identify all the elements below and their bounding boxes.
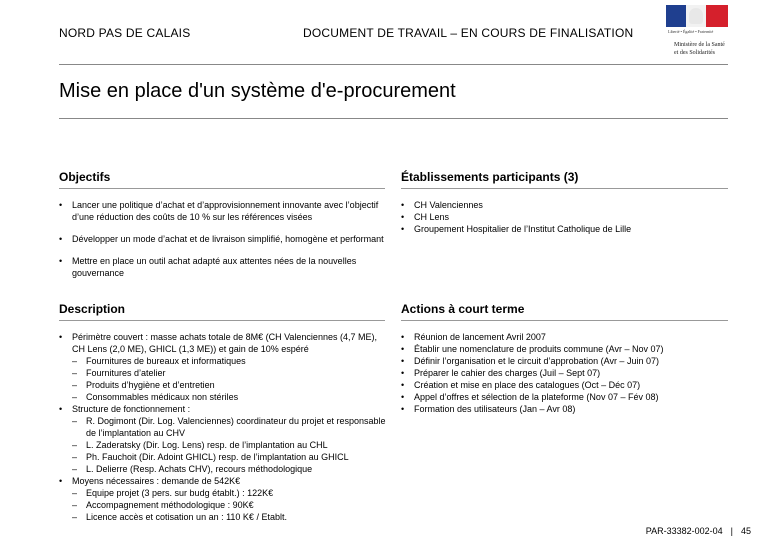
list-subitem: – Fournitures d’atelier — [72, 368, 166, 378]
list-subitem: – L. Zaderatsky (Dir. Log. Lens) resp. de l’implantation au CHL — [72, 440, 328, 450]
list-item: • Appel d’offres et sélection de la plateforme (Nov 07 – Fév 08) — [401, 392, 659, 402]
actions-divider — [401, 320, 728, 321]
description-heading: Description — [59, 302, 126, 316]
footer — [646, 526, 751, 536]
list-item: • Groupement Hospitalier de l’Institut Catholique de Lille — [401, 224, 632, 234]
list-item: • Structure de fonctionnement : — [59, 404, 191, 414]
etablissements-heading: Établissements participants (3) — [401, 170, 579, 184]
header-divider — [59, 64, 728, 65]
objectifs-divider — [59, 188, 385, 189]
list-item: • CH Valenciennes — [401, 200, 483, 210]
list-subitem: – Produits d’hygiène et d’entretien — [72, 380, 215, 390]
list-subitem: – R. Dogimont (Dir. Log. Valenciennes) coordinateur du projet et responsable de l’implantation au CHV — [72, 416, 386, 438]
actions-heading: Actions à court terme — [401, 302, 525, 316]
list-item: • Lancer une politique d’achat et d’approvisionnement innovante avec l’objectif d’une réduction des coûts de 10 % sur les références visées — [59, 200, 379, 222]
footer-separator: | — [730, 526, 733, 536]
list-subitem: – Accompagnement méthodologique : 90K€ — [72, 500, 254, 510]
list-subitem: – Fournitures de bureaux et informatiques — [72, 356, 246, 366]
list-item: • Réunion de lancement Avril 2007 — [401, 332, 546, 342]
list-subitem: – Consommables médicaux non stériles — [72, 392, 239, 402]
list-item: • Création et mise en place des catalogues (Oct – Déc 07) — [401, 380, 641, 390]
page-number: 45 — [740, 526, 751, 536]
list-subitem: – Ph. Fauchoit (Dir. Adoint GHICL) resp. de l’implantation au GHICL — [72, 452, 349, 462]
objectifs-list — [59, 199, 389, 279]
header-region: NORD PAS DE CALAIS — [59, 26, 191, 40]
list-item: • CH Lens — [401, 212, 450, 222]
tricolor-flag-icon — [666, 5, 728, 27]
ministry-line-1: Ministère de la Santé — [674, 42, 725, 48]
list-subitem: – Licence accès et cotisation un an : 110 K€ / Etablt. — [72, 512, 287, 522]
header-document-status: DOCUMENT DE TRAVAIL – EN COURS DE FINALISATION — [303, 26, 634, 40]
list-item: • Périmètre couvert : masse achats totale de 8M€ (CH Valenciennes (4,7 ME), CH Lens (2,0 ME), GHICL (1,3 ME)) et gain de 10% espéré — [59, 332, 377, 354]
list-subitem: – Equipe projet (3 pers. sur budg établt.) : 122K€ — [72, 488, 274, 498]
objectifs-heading: Objectifs — [59, 170, 111, 184]
etablissements-divider — [401, 188, 728, 189]
list-item: • Développer un mode d’achat et de livraison simplifié, homogène et performant — [59, 234, 384, 244]
list-item: • Préparer le cahier des charges (Juil – Sept 07) — [401, 368, 601, 378]
list-item: • Établir une nomenclature de produits commune (Avr – Nov 07) — [401, 344, 664, 354]
republique-francaise-logo — [666, 5, 728, 59]
description-divider — [59, 320, 385, 321]
actions-list — [401, 331, 728, 415]
ministry-line-2: et des Solidarités — [674, 50, 715, 56]
marianne-icon — [689, 8, 703, 24]
list-item: • Définir l’organisation et le circuit d’approbation (Avr – Juin 07) — [401, 356, 659, 366]
title-divider — [59, 118, 728, 119]
document-reference: PAR-33382-002-04 — [645, 526, 723, 536]
logo-motto: Liberté • Égalité • Fraternité — [668, 29, 714, 34]
list-subitem: – L. Delierre (Resp. Achats CHV), recours méthodologique — [72, 464, 313, 474]
list-item: • Moyens nécessaires : demande de 542K€ — [59, 476, 241, 486]
etablissements-list — [401, 199, 728, 235]
page-title: Mise en place d'un système d'e-procurement — [59, 80, 456, 102]
list-item: • Formation des utilisateurs (Jan – Avr 08) — [401, 404, 576, 414]
description-list — [59, 331, 389, 523]
list-item: • Mettre en place un outil achat adapté aux attentes nées de la nouvelles gouvernance — [59, 256, 357, 278]
